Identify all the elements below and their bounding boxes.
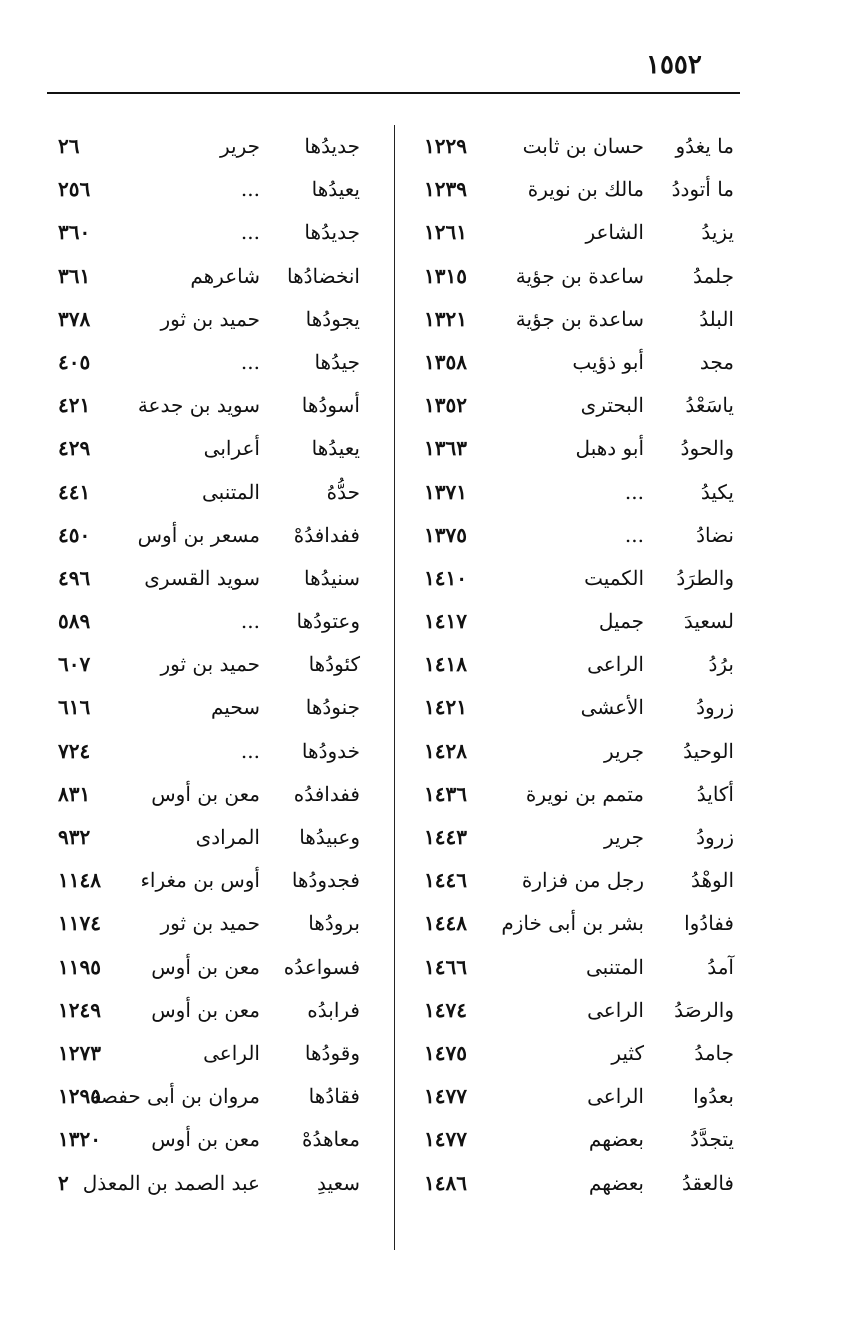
reference-number: ١١٤٨ xyxy=(58,868,101,893)
index-entry xyxy=(398,341,740,384)
poet-name: رجل من فزارة xyxy=(521,868,644,893)
reference-number: ١٣٧٥ xyxy=(424,522,467,547)
rhyme-word: يكيدُ xyxy=(700,479,734,504)
poet-name: المتنبى xyxy=(202,479,260,504)
poet-name: بشر بن أبى خازم xyxy=(501,911,644,936)
poet-name: سحيم xyxy=(210,695,260,720)
page-number: ١٥٥٢ xyxy=(646,50,702,80)
poet-name: بعضهم xyxy=(588,1127,644,1152)
index-entry xyxy=(47,427,392,470)
index-entry xyxy=(398,168,740,211)
rhyme-word: آمدُ xyxy=(707,954,734,979)
reference-number: ٤٢١ xyxy=(58,393,91,418)
rhyme-word: يزيدُ xyxy=(701,220,734,245)
rhyme-word: فرابدُه xyxy=(307,997,360,1022)
reference-number: ٦١٦ xyxy=(58,695,91,720)
poet-name: جرير xyxy=(604,738,644,763)
poet-name: مروان بن أبى حفصة xyxy=(90,1084,260,1109)
reference-number: ٤٩٦ xyxy=(58,565,91,590)
reference-number: ١٤١٨ xyxy=(424,652,467,677)
poet-name: جرير xyxy=(220,134,260,158)
index-entry xyxy=(398,946,740,989)
rhyme-word: وقودُها xyxy=(304,1040,360,1065)
poet-name: الكميت xyxy=(584,565,644,590)
rhyme-word: ياسَعْدُ xyxy=(685,393,734,418)
rhyme-word: ففدافدُهْ xyxy=(293,522,360,547)
index-entry xyxy=(398,514,740,557)
poet-name: مسعر بن أوس xyxy=(137,522,260,547)
index-entry xyxy=(47,298,392,341)
reference-number: ١٤٨٦ xyxy=(424,1170,467,1195)
index-entry xyxy=(398,471,740,514)
index-entry xyxy=(47,989,392,1032)
header-rule xyxy=(47,92,740,94)
poet-name: البحترى xyxy=(580,393,644,418)
index-entry xyxy=(47,686,392,729)
reference-number: ٢٥٦ xyxy=(58,177,91,202)
index-entry xyxy=(47,384,392,427)
reference-number: ١٤٧٧ xyxy=(424,1127,467,1152)
reference-number: ٤٥٠ xyxy=(58,522,91,547)
index-entry xyxy=(398,384,740,427)
poet-name: حسان بن ثابت xyxy=(522,134,644,158)
index-entry xyxy=(398,600,740,643)
poet-name: ... xyxy=(240,609,260,634)
rhyme-word: وعتودُها xyxy=(296,609,360,634)
reference-number: ٣٦٠ xyxy=(58,220,91,245)
index-entry xyxy=(47,514,392,557)
reference-number: ١٢٢٩ xyxy=(424,134,467,158)
index-entry xyxy=(47,1032,392,1075)
reference-number: ١٣٧١ xyxy=(424,479,467,504)
reference-number: ٢ xyxy=(58,1170,69,1195)
poet-name: حميد بن ثور xyxy=(160,911,260,936)
reference-number: ١٣٢١ xyxy=(424,306,467,331)
rhyme-word: وعبيدُها xyxy=(299,825,360,849)
reference-number: ١٤١٠ xyxy=(424,565,467,590)
rhyme-word: برُدُ xyxy=(708,652,734,677)
poet-name: متمم بن نويرة xyxy=(525,781,644,806)
reference-number: ١٣٥٢ xyxy=(424,393,467,418)
reference-number: ١٤٤٣ xyxy=(424,825,467,849)
reference-number: ٩٣٢ xyxy=(58,825,91,849)
rhyme-word: برودُها xyxy=(308,911,360,936)
rhyme-word: خدودُها xyxy=(301,738,360,763)
reference-number: ٣٧٨ xyxy=(58,306,91,331)
rhyme-word: جنودُها xyxy=(305,695,360,720)
poet-name: الأعشى xyxy=(580,695,644,720)
rhyme-word: فقادُها xyxy=(308,1084,360,1109)
index-entry xyxy=(398,1032,740,1075)
reference-number: ٣٦١ xyxy=(58,263,91,288)
poet-name: معن بن أوس xyxy=(151,781,260,806)
rhyme-word: سنيدُها xyxy=(304,565,360,590)
rhyme-word: والرصَدُ xyxy=(674,997,734,1022)
right-column xyxy=(398,125,740,1205)
rhyme-word: مجد xyxy=(699,349,734,374)
reference-number: ١٤٢١ xyxy=(424,695,467,720)
poet-name: معن بن أوس xyxy=(151,954,260,979)
poet-name: عبد الصمد بن المعذل xyxy=(82,1170,260,1195)
rhyme-word: كئودُها xyxy=(308,652,360,677)
index-entry xyxy=(398,1075,740,1118)
reference-number: ١٣١٥ xyxy=(424,263,467,288)
rhyme-word: نضادُ xyxy=(696,522,734,547)
index-entry xyxy=(47,211,392,254)
index-entry xyxy=(47,946,392,989)
index-entry xyxy=(398,255,740,298)
index-entry xyxy=(398,643,740,686)
reference-number: ٨٣١ xyxy=(58,781,91,806)
index-entry xyxy=(398,773,740,816)
reference-number: ٤٤١ xyxy=(58,479,91,504)
rhyme-word: ما يغدُو xyxy=(675,134,734,158)
poet-name: المرادى xyxy=(195,825,260,849)
rhyme-word: فسواعدُه xyxy=(283,954,360,979)
reference-number: ١٤٤٦ xyxy=(424,868,467,893)
index-entry xyxy=(47,773,392,816)
reference-number: ١٢٣٩ xyxy=(424,177,467,202)
reference-number: ١٤١٧ xyxy=(424,609,467,634)
index-entry xyxy=(398,125,740,168)
rhyme-word: سعيدِ xyxy=(317,1170,360,1195)
reference-number: ٦٠٧ xyxy=(58,652,91,677)
poet-name: أبو دهبل xyxy=(575,436,644,461)
index-entry xyxy=(398,1118,740,1161)
rhyme-word: فجدودُها xyxy=(291,868,360,893)
reference-number: ٤٢٩ xyxy=(58,436,91,461)
rhyme-word: أسودُها xyxy=(301,393,360,418)
rhyme-word: جيدُها xyxy=(314,349,360,374)
rhyme-word: لسعيدَ xyxy=(683,609,734,634)
poet-name: سويد القسرى xyxy=(144,565,260,590)
index-entry xyxy=(47,557,392,600)
reference-number: ١٢٧٣ xyxy=(58,1040,101,1065)
poet-name: ... xyxy=(624,522,644,547)
reference-number: ١٤٢٨ xyxy=(424,738,467,763)
poet-name: الشاعر xyxy=(585,220,644,245)
poet-name: حميد بن ثور xyxy=(160,652,260,677)
index-entry xyxy=(398,211,740,254)
index-entry xyxy=(47,859,392,902)
reference-number: ١١٧٤ xyxy=(58,911,101,936)
index-entry xyxy=(398,989,740,1032)
poet-name: معن بن أوس xyxy=(151,1127,260,1152)
reference-number: ١٢٤٩ xyxy=(58,997,101,1022)
index-entry xyxy=(47,168,392,211)
poet-name: الراعى xyxy=(587,1084,644,1109)
reference-number: ١٤٧٧ xyxy=(424,1084,467,1109)
index-entry xyxy=(47,255,392,298)
rhyme-word: والحودُ xyxy=(680,436,734,461)
index-entry xyxy=(398,902,740,945)
poet-name: ... xyxy=(240,220,260,245)
reference-number: ١٢٩٥ xyxy=(58,1084,101,1109)
index-entry xyxy=(398,686,740,729)
reference-number: ١٤٧٥ xyxy=(424,1040,467,1065)
reference-number: ١٤٤٨ xyxy=(424,911,467,936)
poet-name: بعضهم xyxy=(588,1170,644,1195)
index-entry xyxy=(47,902,392,945)
poet-name: جميل xyxy=(598,609,644,634)
reference-number: ٤٠٥ xyxy=(58,349,91,374)
index-entry xyxy=(47,1118,392,1161)
poet-name: معن بن أوس xyxy=(151,997,260,1022)
poet-name: الراعى xyxy=(203,1040,260,1065)
poet-name: أعرابى xyxy=(203,436,260,461)
index-entry xyxy=(398,730,740,773)
rhyme-word: ففادُوا xyxy=(684,911,734,936)
poet-name: سويد بن جدعة xyxy=(137,393,260,418)
rhyme-word: معاهدُهْ xyxy=(302,1127,360,1152)
index-entry xyxy=(47,643,392,686)
rhyme-word: زرودُ xyxy=(696,825,734,849)
poet-name: الراعى xyxy=(587,652,644,677)
rhyme-word: الوهْدُ xyxy=(690,868,734,893)
poet-name: ... xyxy=(624,479,644,504)
rhyme-word: يتجدَّدُ xyxy=(690,1127,734,1152)
poet-name: شاعرهم xyxy=(190,263,260,288)
index-entry xyxy=(47,816,392,859)
index-entry xyxy=(47,730,392,773)
index-entry xyxy=(398,859,740,902)
index-entry xyxy=(398,1162,740,1205)
index-entry xyxy=(398,298,740,341)
poet-name: ... xyxy=(240,177,260,202)
reference-number: ١٣٢٠ xyxy=(58,1127,101,1152)
rhyme-word: أكايدُ xyxy=(696,781,734,806)
index-entry xyxy=(398,427,740,470)
index-entry xyxy=(47,125,392,168)
rhyme-word: انخضادُها xyxy=(286,263,360,288)
index-entry xyxy=(47,471,392,514)
rhyme-word: يعيدُها xyxy=(311,177,360,202)
rhyme-word: والطرَدُ xyxy=(676,565,734,590)
rhyme-word: فالعقدُ xyxy=(681,1170,734,1195)
poet-name: كثير xyxy=(611,1040,644,1065)
reference-number: ١٣٥٨ xyxy=(424,349,467,374)
poet-name: حميد بن ثور xyxy=(160,306,260,331)
poet-name: الراعى xyxy=(587,997,644,1022)
rhyme-word: يعيدُها xyxy=(311,436,360,461)
rhyme-word: جديدُها xyxy=(304,220,360,245)
rhyme-word: زرودُ xyxy=(696,695,734,720)
index-entry xyxy=(47,1075,392,1118)
rhyme-word: البلدُ xyxy=(699,306,734,331)
reference-number: ١٢٦١ xyxy=(424,220,467,245)
poet-name: ساعدة بن جؤية xyxy=(515,306,644,331)
poet-name: أوس بن مغراء xyxy=(140,868,260,893)
rhyme-word: يجودُها xyxy=(305,306,360,331)
index-entry xyxy=(398,816,740,859)
reference-number: ٢٦ xyxy=(58,134,80,158)
index-entry xyxy=(47,600,392,643)
reference-number: ٧٢٤ xyxy=(58,738,91,763)
reference-number: ١٣٦٣ xyxy=(424,436,467,461)
reference-number: ١٤٧٤ xyxy=(424,997,467,1022)
rhyme-word: جامدُ xyxy=(694,1040,734,1065)
poet-name: أبو ذؤيب xyxy=(572,349,644,374)
rhyme-word: حدُّهُ xyxy=(326,479,360,504)
poet-name: ساعدة بن جؤية xyxy=(515,263,644,288)
reference-number: ٥٨٩ xyxy=(58,609,91,634)
rhyme-word: الوحيدُ xyxy=(683,738,734,763)
reference-number: ١٤٣٦ xyxy=(424,781,467,806)
poet-name: جرير xyxy=(604,825,644,849)
rhyme-word: ففدافدُه xyxy=(293,781,360,806)
poet-name: ... xyxy=(240,349,260,374)
column-divider xyxy=(394,125,395,1250)
index-entry xyxy=(47,341,392,384)
reference-number: ١٤٦٦ xyxy=(424,954,467,979)
reference-number: ١١٩٥ xyxy=(58,954,101,979)
poet-name: ... xyxy=(240,738,260,763)
left-column xyxy=(47,125,392,1205)
poet-name: المتنبى xyxy=(586,954,644,979)
poet-name: مالك بن نويرة xyxy=(527,177,644,202)
index-entry xyxy=(47,1162,392,1205)
index-entry xyxy=(398,557,740,600)
rhyme-word: بعدُوا xyxy=(693,1084,734,1109)
rhyme-word: جلمدُ xyxy=(692,263,734,288)
rhyme-word: ما أتوددُ xyxy=(671,177,734,202)
rhyme-word: جديدُها xyxy=(304,134,360,158)
